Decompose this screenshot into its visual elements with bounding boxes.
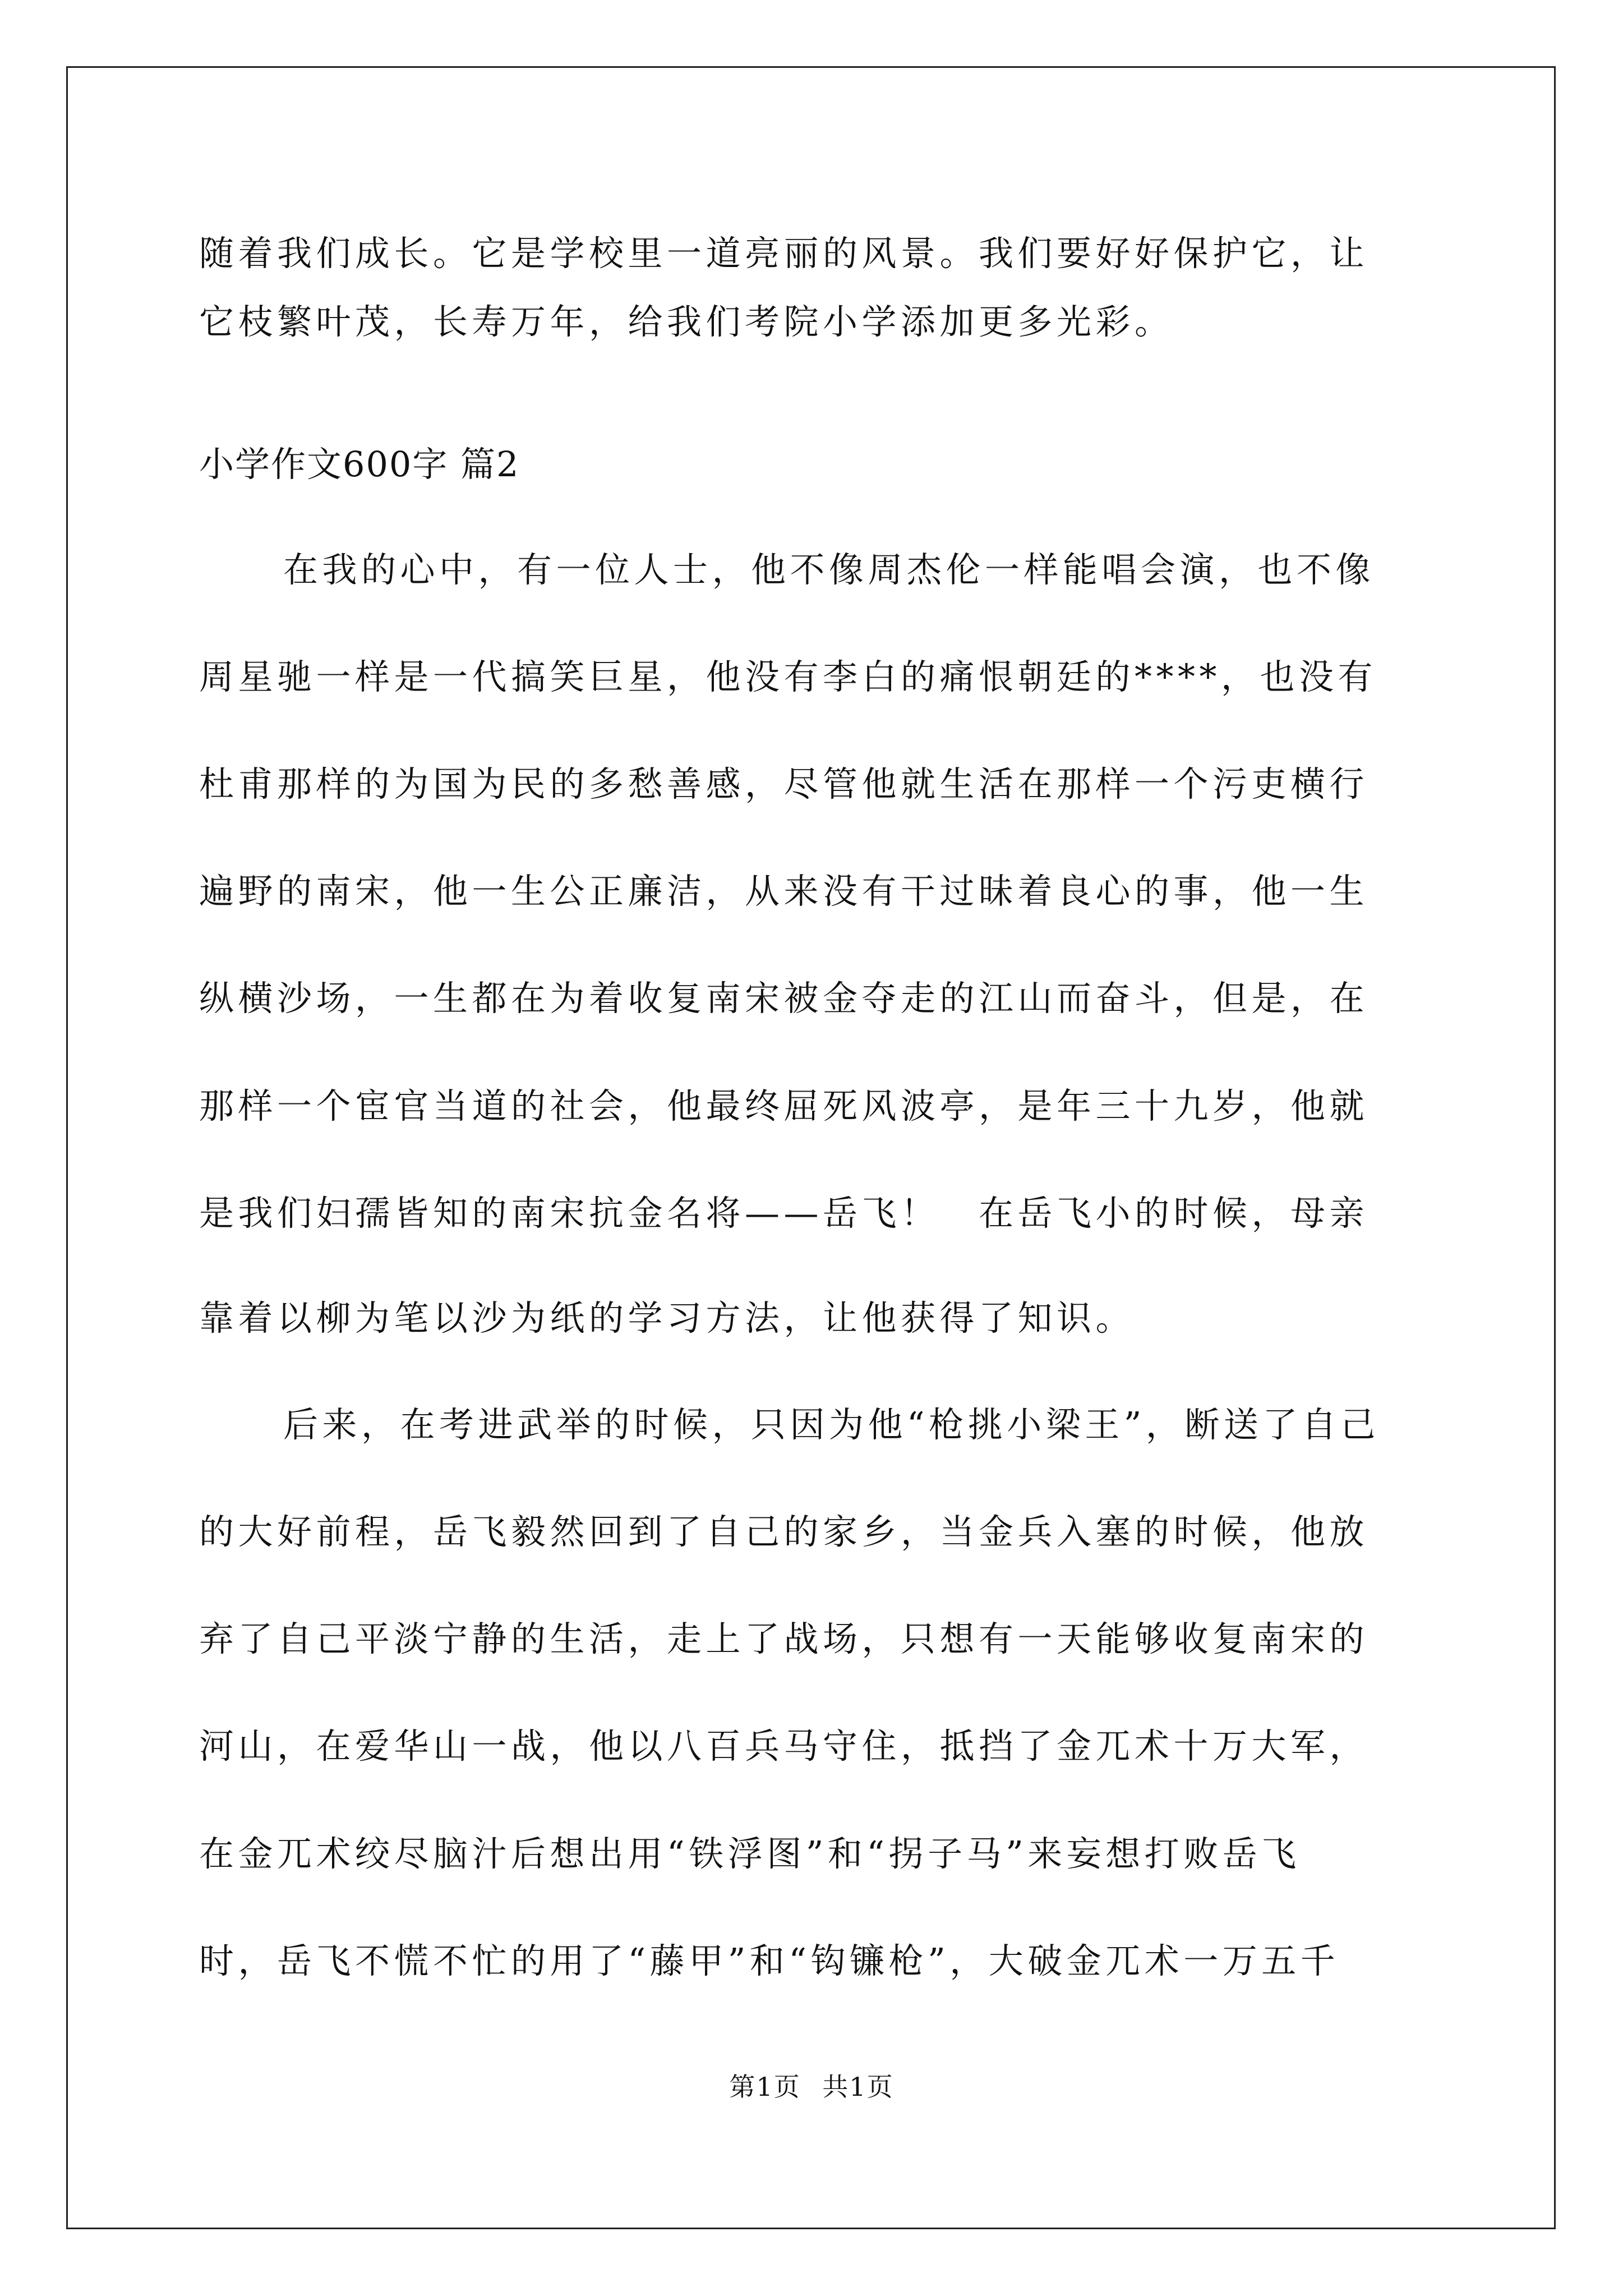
paragraph-line-8: 那样一个宦官当道的社会，他最终屈死风波亭，是年三十九岁，他就 [199,1085,1369,1126]
paragraph-line-1: 随着我们成长。它是学校里一道亮丽的风景。我们要好好保护它，让 [199,233,1369,274]
page-footer: 第1页 共1页 [729,2072,894,2102]
paragraph-line-7: 纵横沙场，一生都在为着收复南宋被金夺走的江山而奋斗，但是，在 [199,978,1369,1019]
paragraph-line-10: 靠着以柳为笔以沙为纸的学习方法，让他获得了知识。 [199,1297,1135,1338]
page-border [66,66,1556,2229]
paragraph-line-15: 在金兀术绞尽脑汁后想出用“铁浮图”和“拐子马”来妄想打败岳飞 [199,1833,1301,1874]
paragraph-line-13: 弃了自己平淡宁静的生活，走上了战场，只想有一天能够收复南宋的 [199,1618,1369,1659]
paragraph-line-16: 时，岳飞不慌不忙的用了“藤甲”和“钩镰枪”，大破金兀术一万五千 [199,1940,1340,1981]
paragraph-line-12: 的大好前程，岳飞毅然回到了自己的家乡，当金兵入塞的时候，他放 [199,1511,1369,1552]
paragraph-line-11: 后来，在考进武举的时候，只因为他“枪挑小梁王”，断送了自己 [283,1404,1380,1445]
paragraph-line-14: 河山，在爱华山一战，他以八百兵马守住，抵挡了金兀术十万大军， [199,1726,1369,1766]
paragraph-line-5: 杜甫那样的为国为民的多愁善感，尽管他就生活在那样一个污吏横行 [199,763,1369,804]
paragraph-line-4: 周星驰一样是一代搞笑巨星，他没有李白的痛恨朝廷的****，也没有 [199,656,1377,697]
paragraph-line-6: 遍野的南宋，他一生公正廉洁，从来没有干过昧着良心的事，他一生 [199,871,1369,912]
paragraph-line-3: 在我的心中，有一位人士，他不像周杰伦一样能唱会演，也不像 [283,549,1375,590]
section-heading: 小学作文600字 篇2 [199,444,520,485]
paragraph-line-9: 是我们妇孺皆知的南宋抗金名将——岳飞！ 在岳飞小的时候，母亲 [199,1193,1369,1234]
paragraph-line-2: 它枝繁叶茂，长寿万年，给我们考院小学添加更多光彩。 [199,301,1174,342]
